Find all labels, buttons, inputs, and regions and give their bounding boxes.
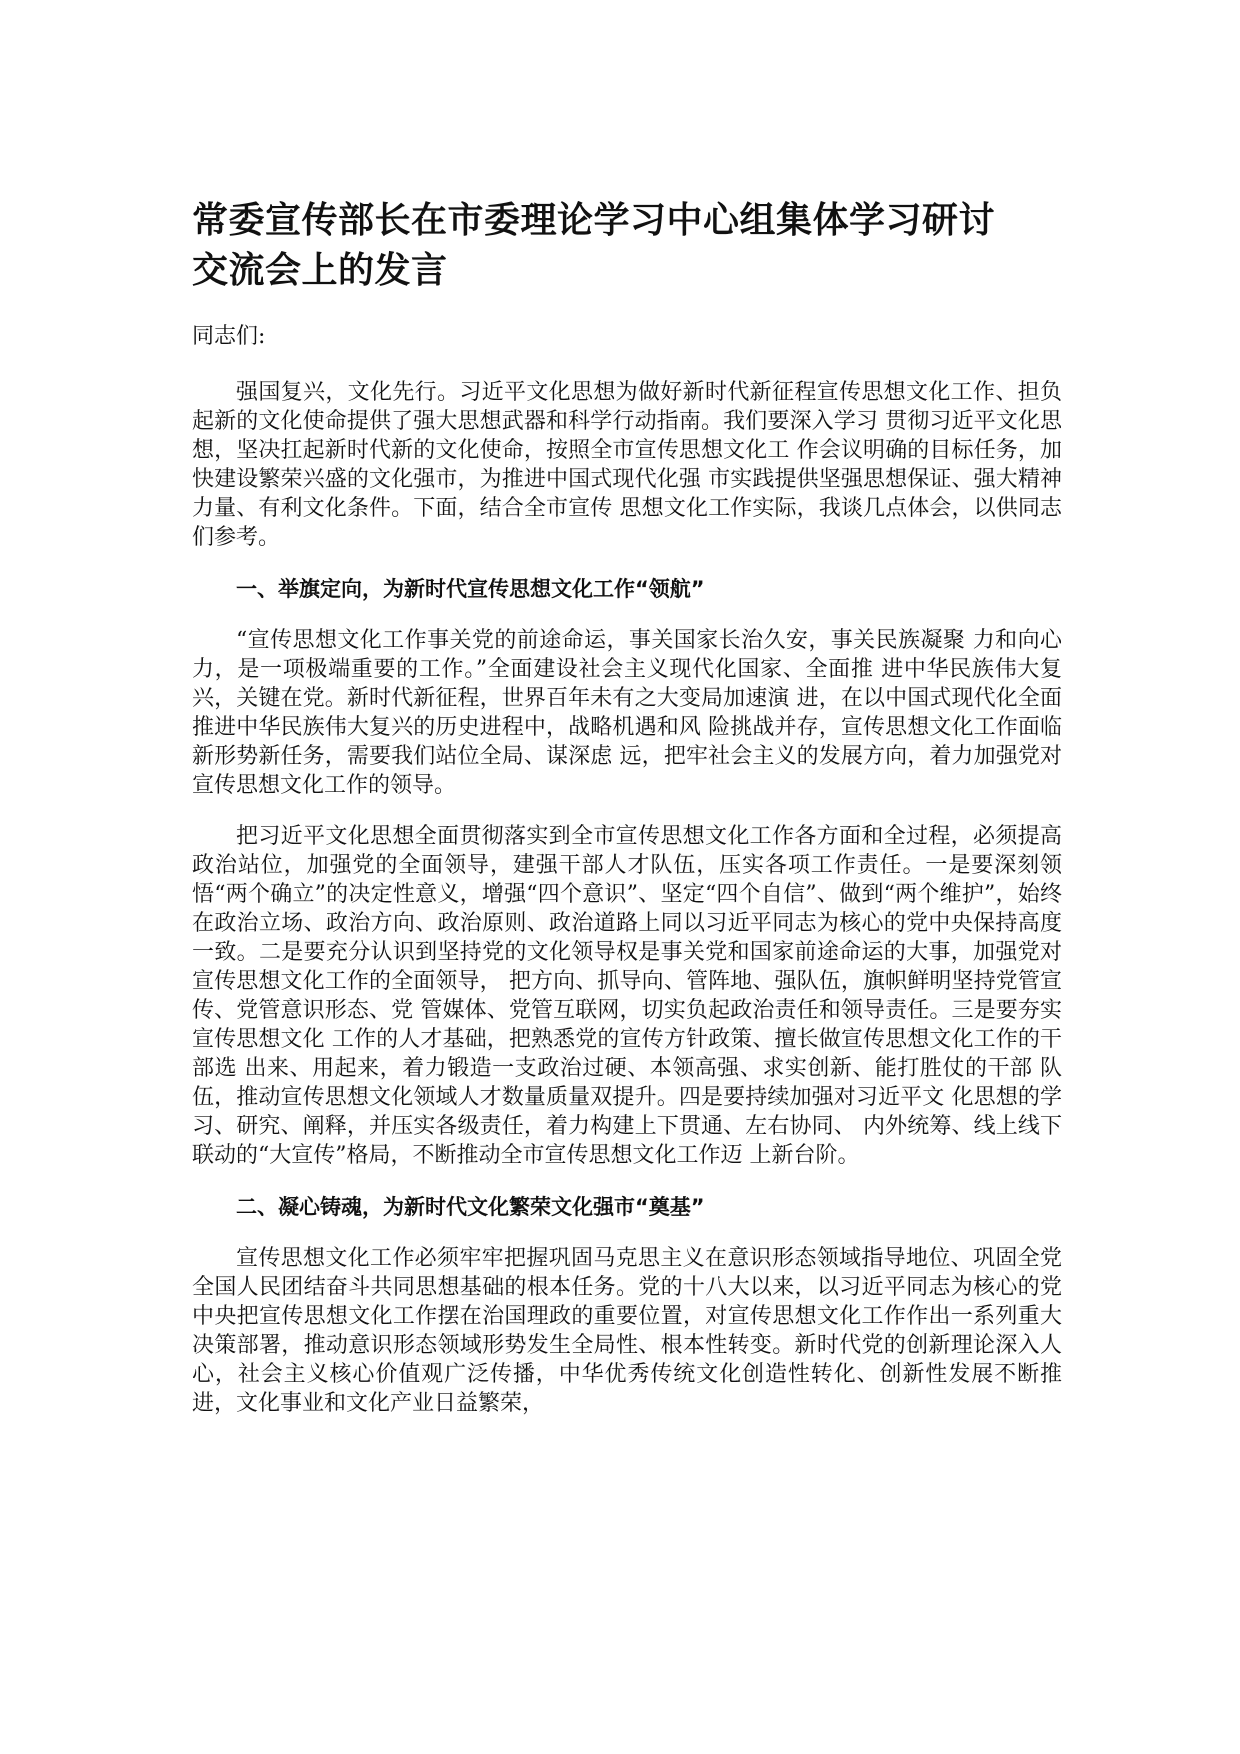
title-line-1: 常委宣传部长在市委理论学习中心组集体学习研讨 (192, 200, 996, 241)
title-line-2: 交流会上的发言 (192, 250, 448, 291)
paragraph-quote: “宣传思想文化工作事关党的前途命运，事关国家长治久安，事关民族凝聚 力和向心力，是一项极端重要的工作。”全面建设社会主义现代化国家、全面推 进中华民族伟大复兴，关键在党。新时代新征程，世界百年未有之大变局加速演 进，在以中国式现代化全面推进中华民族伟大复兴的历史进程中，战略机遇和风 险挑战并存，宣传思想文化工作面临新形势新任务，需要我们站位全局、谋深虑 远，把牢社会主义的发展方向，着力加强党对宣传思想文化工作的领导。 (192, 628, 1062, 798)
section-heading-2: 二、凝心铸魂，为新时代文化繁荣文化强市“奠基” (236, 1195, 705, 1219)
paragraph-intro: 强国复兴，文化先行。习近平文化思想为做好新时代新征程宣传思想文化工作、担负起新的文化使命提供了强大思想武器和科学行动指南。我们要深入学习 贯彻习近平文化思想，坚决扛起新时代新的文化使命，按照全市宣传思想文化工 作会议明确的目标任务，加快建设繁荣兴盛的文化强市，为推进中国式现代化强 市实践提供坚强思想保证、强大精神力量、有利文化条件。下面，结合全市宣传 思想文化工作实际，我谈几点体会，以供同志们参考。 (192, 380, 1062, 550)
paragraph-task: 宣传思想文化工作必须牢牢把握巩固马克思主义在意识形态领域指导地位、巩固全党全国人民团结奋斗共同思想基础的根本任务。党的十八大以来，以习近平同志为核心的党中央把宣传思想文化工作摆在治国理政的重要位置，对宣传思想文化工作作出一系列重大决策部署，推动意识形态领域形势发生全局性、根本性转变。新时代党的创新理论深入人心，社会主义核心价值观广泛传播，中华优秀传统文化创造性转化、创新性发展不断推进，文化事业和文化产业日益繁荣， (192, 1246, 1062, 1416)
paragraph-implementation: 把习近平文化思想全面贯彻落实到全市宣传思想文化工作各方面和全过程，必须提高政治站位，加强党的全面领导，建强干部人才队伍，压实各项工作责任。一是要深刻领悟“两个确立”的决定性意义，增强“四个意识”、坚定“四个自信”、做到“两个维护”，始终在政治立场、政治方向、政治原则、政治道路上同以习近平同志为核心的党中央保持高度一致。二是要充分认识到坚持党的文化领导权是事关党和国家前途命运的大事，加强党对宣传思想文化工作的全面领导， 把方向、抓导向、管阵地、强队伍，旗帜鲜明坚持党管宣传、党管意识形态、党 管媒体、党管互联网，切实负起政治责任和领导责任。三是要夯实宣传思想文化 工作的人才基础，把熟悉党的宣传方针政策、擅长做宣传思想文化工作的干部选 出来、用起来，着力锻造一支政治过硬、本领高强、求实创新、能打胜仗的干部 队伍，推动宣传思想文化领域人才数量质量双提升。四是要持续加强对习近平文 化思想的学习、研究、阐释，并压实各级责任，着力构建上下贯通、左右协同、 内外统筹、线上线下联动的“大宣传”格局，不断推动全市宣传思想文化工作迈 上新台阶。 (192, 824, 1062, 1168)
document-page (192, 196, 1062, 1440)
salutation: 同志们: (192, 324, 266, 349)
section-heading-1: 一、举旗定向，为新时代宣传思想文化工作“领航” (236, 577, 705, 601)
document-title (192, 196, 1062, 296)
